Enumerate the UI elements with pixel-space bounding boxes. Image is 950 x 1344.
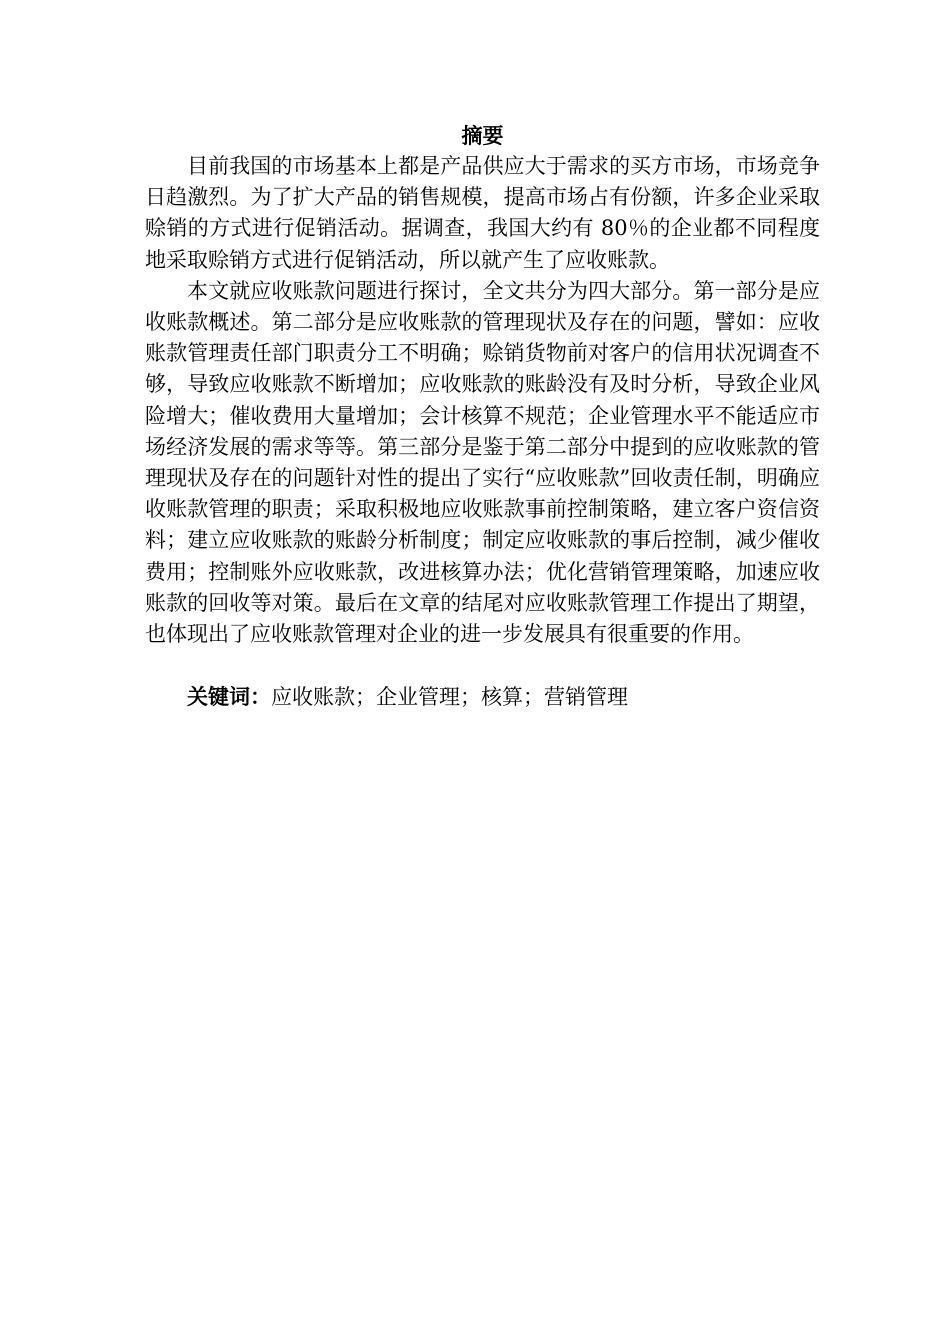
keywords-line [145,681,820,713]
abstract-title: 摘要 [461,123,504,148]
keywords-list: 应收账款；企业管理；核算；营销管理 [271,685,628,710]
abstract-paragraph-2: 本文就应收账款问题进行探讨，全文共分为四大部分。第一部分是应收账款概述。第二部分是应收账款的管理现状及存在的问题，譬如：应收账款管理责任部门职责分工不明确；赊销货物前对客户的信用状况调查不够，导致应收账款不断增加；应收账款的账龄没有及时分析，导致企业风险增大；催收费用大量增加；会计核算不规范；企业管理水平不能适应市场经济发展的需求等等。第三部分是鉴于第二部分中提到的应收账款的管理现状及存在的问题针对性的提出了实行“应收账款”回收责任制，明确应收账款管理的职责；采取积极地应收账款事前控制策略，建立客户资信资料；建立应收账款的账龄分析制度；制定应收账款的事后控制，减少催收费用；控制账外应收账款，改进核算办法；优化营销管理策略，加速应收账款的回收等对策。最后在文章的结尾对应收账款管理工作提出了期望，也体现出了应收账款管理对企业的进一步发展具有很重要的作用。 [145,278,820,647]
abstract-paragraph-1: 目前我国的市场基本上都是产品供应大于需求的买方市场，市场竞争日趋激烈。为了扩大产品的销售规模，提高市场占有份额，许多企业采取赊销的方式进行促销活动。据调查，我国大约有 80％的企业都不同程度地采取赊销方式进行促销活动，所以就产生了应收账款。 [145,154,820,272]
keywords-label: 关键词： [187,684,271,710]
abstract-section [145,120,820,713]
